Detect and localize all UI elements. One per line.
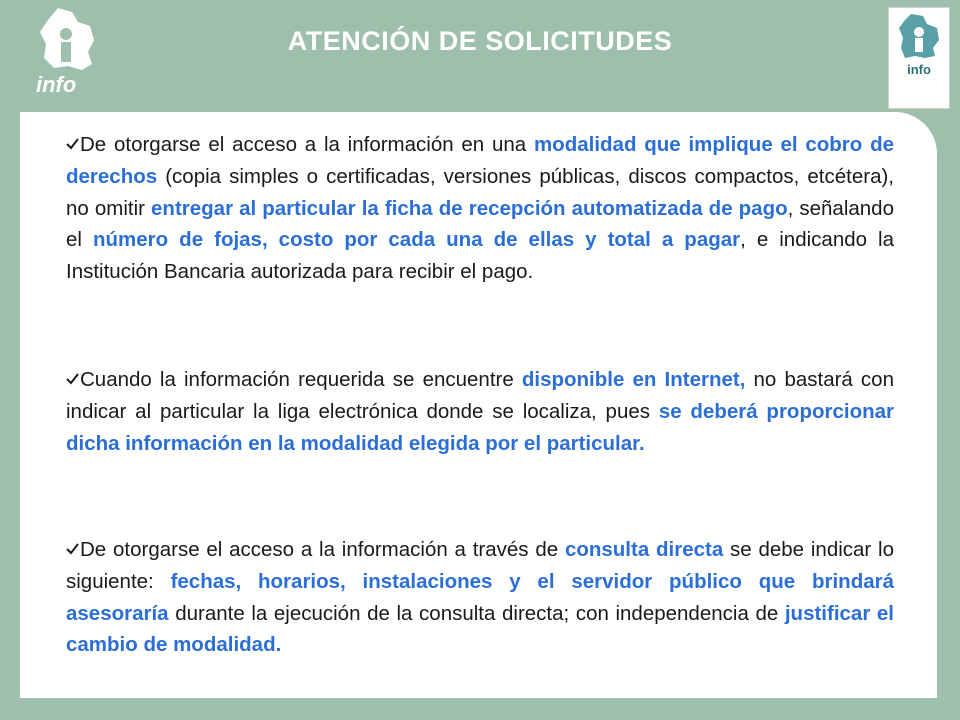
highlight-text: justificar el cambio de modalidad. [66, 601, 894, 657]
body-text: , e indicando la Institución Bancaria autorizada para recibir el pago. [66, 228, 894, 284]
body-text: durante la ejecución de la consulta directa; con independencia de [168, 601, 785, 625]
body-text: , señalando el [66, 196, 894, 252]
body-text: De otorgarse el acceso a la información a través de [80, 538, 565, 561]
body-text: Cuando la información requerida se encuentre [80, 368, 522, 391]
body-text: De otorgarse el acceso a la información en una [80, 133, 534, 156]
slide-title: ATENCIÓN DE SOLICITUDES [287, 26, 673, 56]
highlight-text: consulta directa [564, 538, 724, 561]
map-logo-icon [889, 8, 949, 64]
highlight-text: disponible en Internet, [521, 368, 746, 391]
highlight-text: se deberá proporcionar dicha información en la modalidad elegida por el particular. [66, 399, 894, 455]
body-text: no bastará con indicar al particular la liga electrónica donde se localiza, pues [66, 368, 894, 423]
info-logo-right-text: info [907, 62, 931, 77]
bullet-3 [66, 534, 894, 661]
info-logo-right [888, 7, 950, 109]
bullet-2 [66, 364, 894, 459]
highlight-text: entregar al particular la ficha de recepción automatizada de pago [151, 196, 788, 220]
highlight-text: número de fojas, costo por cada una de ellas y total a pagar [92, 228, 741, 252]
highlight-text: modalidad que implique el cobro de derechos [66, 133, 894, 188]
body-text: (copia simples o certificadas, versiones públicas, discos compactos, etcétera), no omitir [66, 164, 894, 220]
check-icon [66, 137, 79, 151]
check-icon [66, 542, 79, 556]
bullet-1 [66, 129, 894, 288]
check-icon [66, 372, 79, 386]
highlight-text: fechas, horarios, instalaciones y el servidor público que brindará asesoraría [66, 569, 894, 625]
body-text: se debe indicar lo siguiente: [66, 538, 894, 593]
info-logo-left-text: info [36, 72, 77, 97]
